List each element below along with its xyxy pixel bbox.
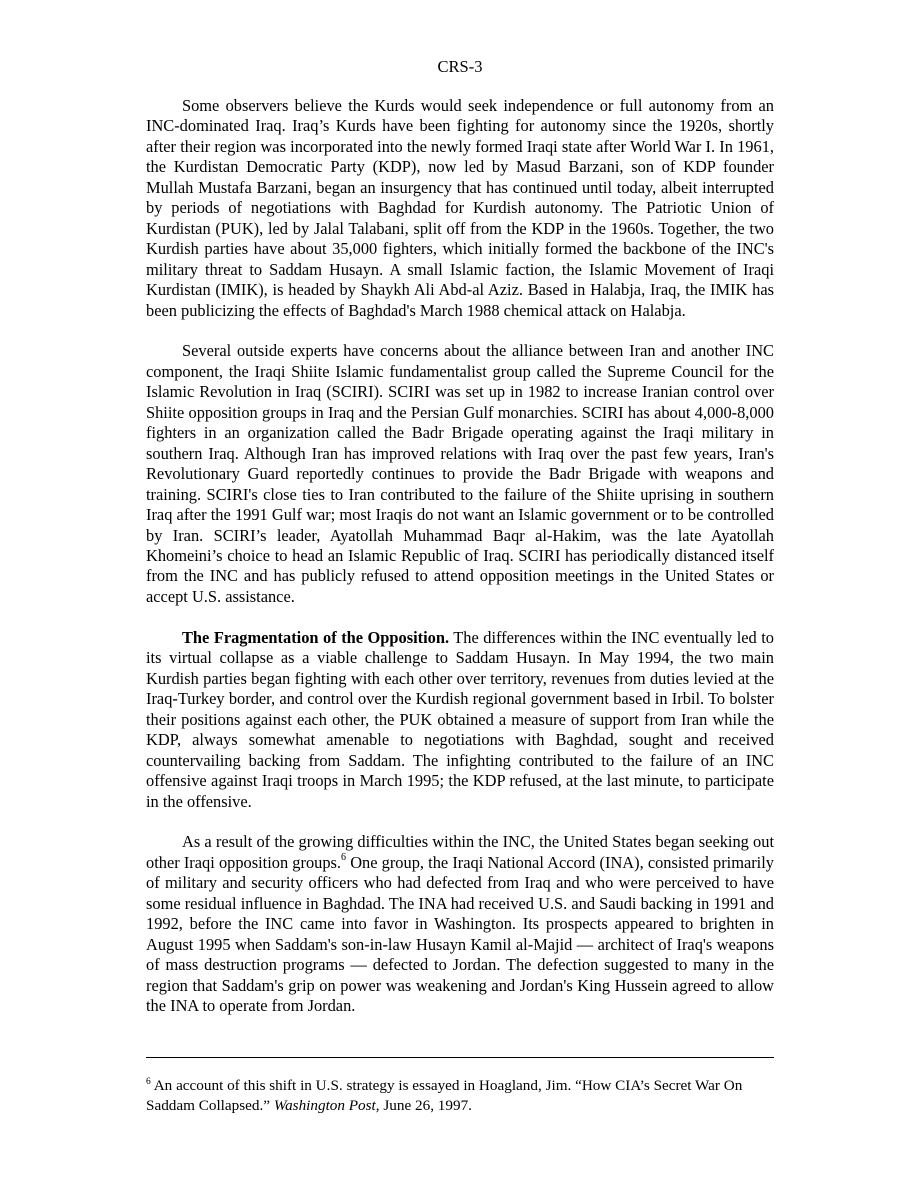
body-text [146, 96, 774, 1037]
footnote [146, 1076, 774, 1115]
footnote-number: 6 [146, 1076, 151, 1087]
section-lead-heading: The Fragmentation of the Opposition. [182, 627, 450, 647]
footnote-text: , June 26, 1997. [375, 1096, 472, 1114]
paragraph-text: As a result of the growing difficulties within the INC, the United States began seeking out other Iraqi opposition groups. [146, 832, 774, 872]
paragraph-sciri [146, 341, 774, 607]
footnote-reference[interactable]: 6 [341, 852, 347, 864]
footnote-text: An account of this shift in U.S. strategy is essayed in Hoagland, Jim. “How CIA’s Secret War On Saddam Collapsed.” [146, 1077, 743, 1114]
paragraph-text: Some observers believe the Kurds would seek independence or full autonomy from an INC-dominated Iraq. Iraq’s Kurds have been fighting for autonomy since the 1920s, shortly after their region was incorporated into the newly formed Iraqi state after World War I. In 1961, the Kurdistan Democratic Party (KDP), now led by Masud Barzani, son of KDP founder Mullah Mustafa Barzani, began an insurgency that has continued until today, albeit interrupted by periods of negotiations with Baghdad for Kurdish autonomy. The Patriotic Union of Kurdistan (PUK), led by Jalal Talabani, split off from the KDP in the 1960s. Together, the two Kurdish parties have about 35,000 fighters, which initially formed the backbone of the INC's military threat to Saddam Husayn. A small Islamic faction, the Islamic Movement of Iraqi Kurdistan (IMIK), is headed by Shaykh Ali Abd-al Aziz. Based in Halabja, Iraq, the IMIK has been publicizing the effects of Baghdad's March 1988 chemical attack on Halabja. [146, 96, 774, 320]
paragraph-ina [146, 832, 774, 1016]
footnote-publication: Washington Post [273, 1096, 376, 1114]
paragraph-text: The differences within the INC eventually led to its virtual collapse as a viable challenge to Saddam Husayn. In May 1994, the two main Kurdish parties began fighting with each other over territory, revenues from duties levied at the Iraq-Turkey border, and control over the Kurdish regional government based in Irbil. To bolster their positions against each other, the PUK obtained a measure of support from Iran while the KDP, always somewhat amenable to negotiations with Baghdad, sought and received countervailing backing from Saddam. The infighting contributed to the failure of an INC offensive against Iraqi troops in March 1995; the KDP refused, at the last minute, to participate in the offensive. [146, 627, 774, 811]
page-number: CRS-3 [437, 57, 483, 76]
paragraph-kurds [146, 96, 774, 321]
footnote-divider [146, 1057, 774, 1058]
paragraph-fragmentation [146, 628, 774, 812]
paragraph-text: One group, the Iraqi National Accord (INA), consisted primarily of military and security officers who had defected from Iraq and who were perceived to have some residual influence in Baghdad. The INA had received U.S. and Saudi backing in 1991 and 1992, before the INC came into favor in Washington. Its prospects appeared to brighten in August 1995 when Saddam's son-in-law Husayn Kamil al-Majid — architect of Iraq's weapons of mass destruction programs — defected to Jordan. The defection suggested to many in the region that Saddam's grip on power was weakening and Jordan's King Hussein agreed to allow the INA to operate from Jordan. [146, 852, 774, 1016]
paragraph-text: Several outside experts have concerns about the alliance between Iran and another INC component, the Iraqi Shiite Islamic fundamentalist group called the Supreme Council for the Islamic Revolution in Iraq (SCIRI). SCIRI was set up in 1982 to increase Iranian control over Shiite opposition groups in Iraq and the Persian Gulf monarchies. SCIRI has about 4,000-8,000 fighters in an organization called the Badr Brigade operating against the Iraqi military in southern Iraq. Although Iran has improved relations with Iraq over the past few years, Iran's Revolutionary Guard reportedly continues to provide the Badr Brigade with weapons and training. SCIRI's close ties to Iran contributed to the failure of the Shiite uprising in southern Iraq after the 1991 Gulf war; most Iraqis do not want an Islamic government or to be controlled by Iran. SCIRI’s leader, Ayatollah Muhammad Baqr al-Hakim, was the late Ayatollah Khomeini’s choice to head an Islamic Republic of Iraq. SCIRI has periodically distanced itself from the INC and has publicly refused to attend opposition meetings in the United States or accept U.S. assistance. [146, 341, 774, 606]
